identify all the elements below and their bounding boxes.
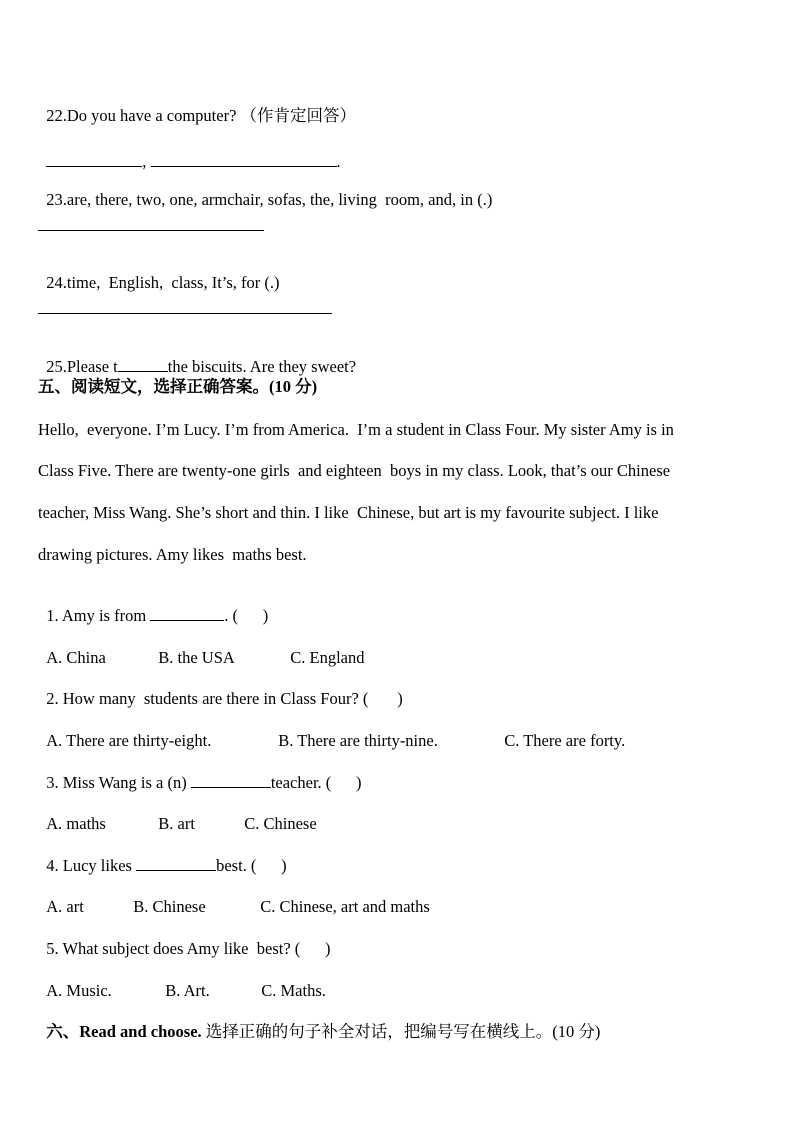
mc-question-3	[38, 753, 362, 793]
answer-blank[interactable]	[46, 152, 142, 167]
question-stem: 3. Miss Wang is a (n)	[46, 773, 191, 792]
question-24	[38, 253, 280, 293]
section-number: 六、	[46, 1022, 80, 1041]
option-a[interactable]: A. art	[46, 897, 84, 916]
question-22	[38, 86, 356, 126]
question-stem: 1. Amy is from	[46, 606, 151, 625]
answer-blank[interactable]	[191, 773, 271, 788]
mc-options-4	[38, 877, 430, 917]
option-b[interactable]: B. Art.	[165, 981, 210, 1000]
answer-line-24[interactable]	[38, 313, 332, 314]
question-hint: （作肯定回答）	[240, 106, 357, 125]
option-a[interactable]: A. Music.	[46, 981, 112, 1000]
question-text: Do you have a computer?	[66, 106, 241, 125]
option-a[interactable]: A. There are thirty-eight.	[46, 731, 212, 750]
mc-options-2	[38, 711, 625, 751]
option-b[interactable]: B. the USA	[158, 648, 235, 667]
mc-options-1	[38, 628, 365, 668]
answer-blank[interactable]	[136, 856, 216, 871]
mc-question-2	[38, 669, 403, 709]
option-b[interactable]: B. Chinese	[133, 897, 206, 916]
question-25	[38, 337, 356, 377]
option-a[interactable]: A. China	[46, 648, 106, 667]
question-number: 24.	[46, 273, 67, 292]
section-title-en: Read and choose.	[79, 1022, 202, 1041]
mc-options-5	[38, 961, 326, 1001]
separator: ,	[142, 152, 151, 171]
question-stem: 4. Lucy likes	[46, 856, 137, 875]
question-number: 22.	[46, 106, 67, 125]
mc-options-3	[38, 794, 317, 834]
question-text: are, there, two, one, armchair, sofas, the, living room, and, in (.)	[66, 190, 493, 209]
answer-blank[interactable]	[150, 606, 224, 621]
option-c[interactable]: C. There are forty.	[504, 731, 626, 750]
answer-line-23[interactable]	[38, 230, 264, 231]
end-mark: .	[336, 152, 341, 171]
answer-22[interactable]	[38, 132, 341, 172]
section-title-cn: 选择正确的句子补全对话，把编号写在横线上。(10 分)	[201, 1022, 601, 1041]
passage-line: Hello, everyone. I’m Lucy. I’m from America. I’m a student in Class Four. My sister Amy is in	[38, 420, 674, 439]
question-stem-end: . ( )	[224, 606, 269, 625]
question-number: 23.	[46, 190, 67, 209]
section-6-title	[38, 1002, 600, 1042]
passage-line: teacher, Miss Wang. She’s short and thin. I like Chinese, but art is my favourite subject. I like	[38, 503, 659, 522]
section-5-title: 五、阅读短文，选择正确答案。(10 分)	[38, 377, 318, 396]
mc-question-1	[38, 586, 268, 626]
question-stem: 5. What subject does Amy like best? ( )	[46, 939, 331, 958]
option-c[interactable]: C. England	[290, 648, 365, 667]
question-text-after: the biscuits. Are they sweet?	[167, 357, 357, 376]
mc-question-4	[38, 836, 287, 876]
passage-line: Class Five. There are twenty-one girls and eighteen boys in my class. Look, that’s our Chinese	[38, 461, 671, 480]
question-stem: 2. How many students are there in Class Four? ( )	[46, 689, 403, 708]
question-text: time, English, class, It’s, for (.)	[66, 273, 280, 292]
option-a[interactable]: A. maths	[46, 814, 106, 833]
question-number: 25.	[46, 357, 67, 376]
option-c[interactable]: C. Chinese	[244, 814, 317, 833]
option-b[interactable]: B. There are thirty-nine.	[278, 731, 438, 750]
mc-question-5	[38, 919, 331, 959]
question-stem-end: best. ( )	[216, 856, 287, 875]
option-c[interactable]: C. Chinese, art and maths	[260, 897, 430, 916]
question-text-before: Please t	[66, 357, 118, 376]
answer-blank[interactable]	[118, 357, 168, 372]
option-c[interactable]: C. Maths.	[261, 981, 326, 1000]
question-stem-end: teacher. ( )	[270, 773, 362, 792]
question-23	[38, 170, 492, 210]
answer-blank[interactable]	[151, 152, 337, 167]
passage-line: drawing pictures. Amy likes maths best.	[38, 545, 307, 564]
option-b[interactable]: B. art	[158, 814, 195, 833]
